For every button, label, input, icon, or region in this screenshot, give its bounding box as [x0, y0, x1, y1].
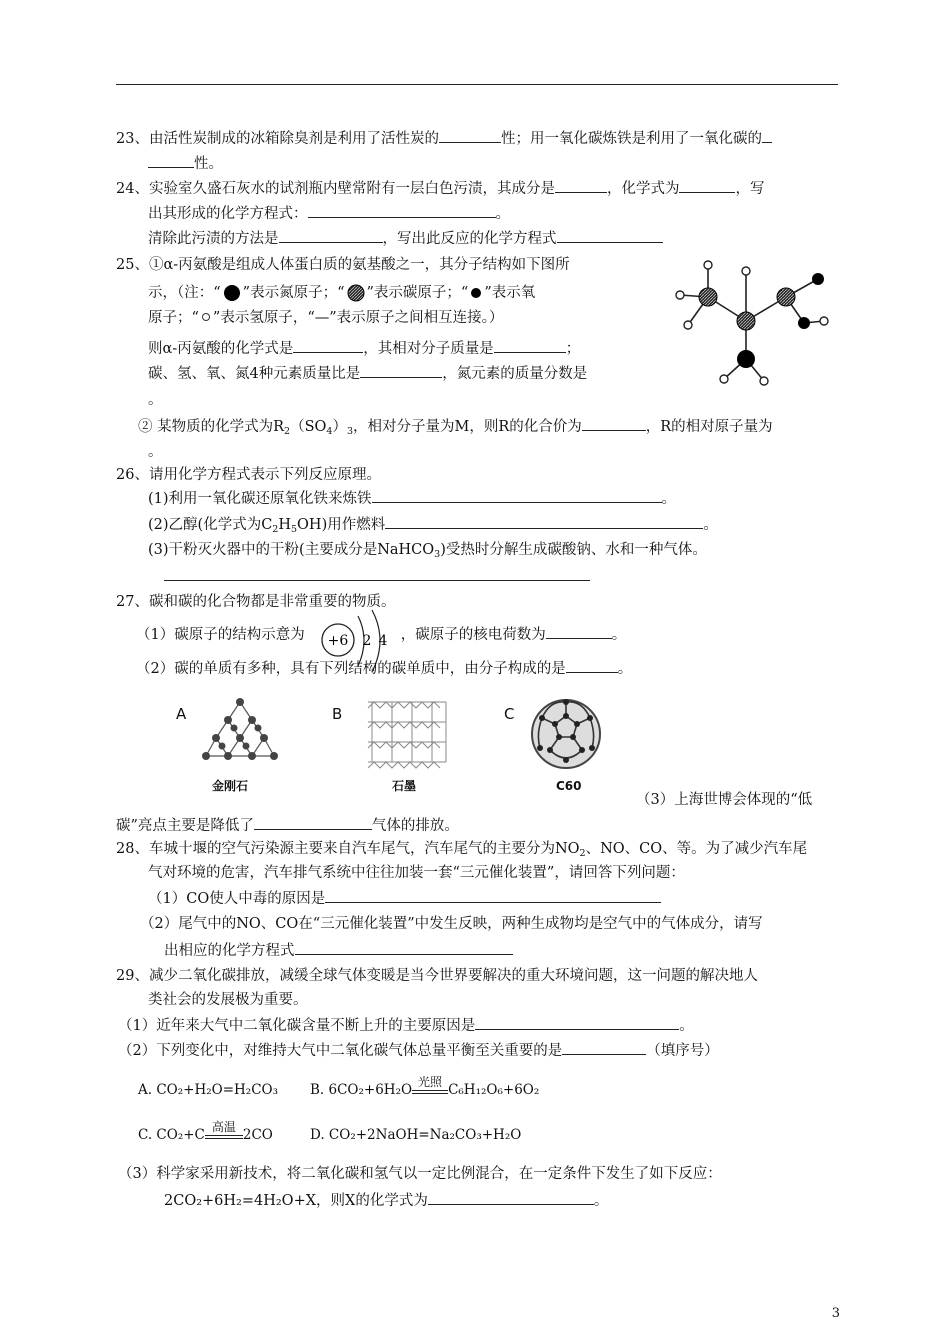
q25-line8: 。 [148, 444, 163, 460]
option-a: A. CO₂+H₂O=H₂CO₃ [138, 1082, 279, 1098]
nitrogen-atom-icon [221, 284, 243, 302]
q25-line3: 原子；“ ”表示氢原子，“—”表示原子之间相互连接。） [148, 310, 504, 326]
reaction-condition-heat: 高温 [211, 1120, 236, 1134]
diamond-structure-image [200, 696, 280, 772]
shell2-electrons: 4 [378, 633, 388, 649]
oxygen-atom-icon [468, 284, 484, 302]
page-number: 3 [831, 1306, 840, 1321]
q29-line2: 类社会的发展极为重要。 [148, 992, 308, 1008]
answer-blank[interactable] [372, 488, 662, 503]
answer-blank[interactable] [279, 228, 383, 243]
answer-blank[interactable] [308, 203, 496, 218]
q24-line3: 清除此污渍的方法是 ，写出此反应的化学方程式 [148, 228, 663, 249]
answer-blank[interactable] [679, 178, 735, 193]
answer-blank[interactable] [582, 416, 646, 431]
c60-fullerene-image [526, 694, 606, 774]
answer-blank[interactable] [546, 624, 612, 639]
q23-line2: 性。 [148, 153, 223, 174]
fig-a-caption: 金刚石 [212, 779, 249, 793]
fig-c-caption: C60 [556, 779, 582, 793]
q26-item3: (3)干粉灭火器中的干粉(主要成分是NaHCO$_3$)受热时分解生成碳酸钠、水和一种气体。 [148, 542, 707, 560]
alanine-molecule-diagram [668, 255, 838, 395]
hydrogen-atom-icon [199, 309, 213, 327]
q25-line7: ② 某物质的化学式为$R_2(SO_4)_3$，相对分子量为M，则R的化合价为 ，R的相对原子量为 [138, 416, 773, 442]
option-d: D. CO₂+2NaOH=Na₂CO₃+H₂O [310, 1127, 522, 1143]
q28-item1: （1）CO使人中毒的原因是 [148, 888, 661, 909]
q25-line4: 则α-丙氨酸的化学式是 ，其相对分子质量是 ； [148, 338, 580, 359]
q25-line5: 碳、氢、氧、氮4种元素质量比是 ，氮元素的质量分数是 [148, 363, 587, 384]
q27-title: 27、碳和碳的化合物都是非常重要的物质。 [116, 594, 396, 610]
fig-a-letter: A [176, 705, 187, 723]
answer-blank[interactable] [164, 566, 590, 581]
answer-blank[interactable] [475, 1015, 679, 1030]
answer-blank[interactable] [555, 178, 607, 193]
answer-blank[interactable] [557, 228, 663, 243]
answer-blank[interactable] [254, 815, 372, 830]
q25-line2: 示，（注：“ ”表示氮原子；“ ”表示碳原子；“ ”表示氧 [148, 285, 536, 301]
answer-blank[interactable] [428, 1190, 594, 1205]
q27-item3-cont: 碳”亮点主要是降低了 气体的排放。 [116, 815, 459, 836]
answer-blank[interactable] [325, 888, 661, 903]
q27-item1: （1）碳原子的结构示意为 ，碳原子的核电荷数为 。 [136, 624, 626, 645]
option-b: B. 6CO₂+6H₂O 光照 C₆H₁₂O₆+6O₂ [310, 1080, 539, 1100]
answer-blank[interactable] [562, 1040, 646, 1055]
q24-line1: 24、实验室久盛石灰水的试剂瓶内壁常附有一层白色污渍，其成分是 ，化学式为 ，写 [116, 178, 764, 199]
q26-item2: (2)乙醇(化学式为$C_2H_5OH$)用作燃料 。 [148, 514, 718, 540]
answer-blank[interactable] [494, 338, 566, 353]
q29-item3-cont: 2CO₂+6H₂=4H₂O+X，则X的化学式为 。 [164, 1190, 608, 1211]
q26-title: 26、请用化学方程式表示下列反应原理。 [116, 467, 381, 483]
q23-line1: 23、由活性炭制成的冰箱除臭剂是利用了活性炭的 性；用一氧化碳炼铁是利用了一氧化碳的 [116, 128, 772, 149]
q24-line2: 出其形成的化学方程式： 。 [148, 203, 510, 224]
answer-blank[interactable] [360, 363, 442, 378]
answer-blank[interactable] [293, 338, 363, 353]
q27-item2: （2）碳的单质有多种，具有下列结构的碳单质中，由分子构成的是 。 [136, 658, 632, 679]
q29-item2: （2）下列变化中，对维持大气中二氧化碳气体总量平衡至关重要的是 （填序号） [118, 1040, 719, 1061]
q29-line1: 29、减少二氧化碳排放，减缓全球气体变暖是当今世界要解决的重大环境问题，这一问题的解决地人 [116, 968, 758, 984]
q26-item1: (1)利用一氧化碳还原氧化铁来炼铁 。 [148, 488, 676, 509]
carbon-atom-icon [345, 284, 367, 302]
q25-line1: 25、①α-丙氨酸是组成人体蛋白质的氨基酸之一，其分子结构如下图所 [116, 257, 570, 273]
header-rule [116, 84, 838, 85]
q28-item2: （2）尾气中的NO、CO在“三元催化装置”中发生反映，两种生成物均是空气中的气体成分，请写 [140, 916, 763, 932]
fig-c-letter: C [504, 705, 515, 723]
graphite-structure-image [362, 694, 452, 774]
reaction-condition-light: 光照 [418, 1075, 443, 1089]
q28-line1: 28、车城十堰的空气污染源主要来自汽车尾气，汽车尾气的主要分为$NO_2$、NO、CO、等。为了减少汽车尾 [116, 841, 808, 859]
answer-blank[interactable] [148, 153, 194, 168]
answer-blank[interactable] [762, 128, 772, 143]
answer-blank[interactable] [566, 658, 618, 673]
q29-item1: （1）近年来大气中二氧化碳含量不断上升的主要原因是 。 [118, 1015, 694, 1036]
q25-line6: 。 [148, 392, 163, 408]
fig-b-caption: 石墨 [392, 779, 417, 793]
option-c: C. CO₂+C 高温 2CO [138, 1125, 273, 1145]
nucleus-charge: +6 [327, 633, 349, 649]
q28-item2-cont: 出相应的化学方程式 [164, 940, 513, 961]
answer-blank[interactable] [295, 940, 513, 955]
shell1-electrons: 2 [362, 633, 372, 649]
q28-line2: 气对环境的危害，汽车排气系统中往往加装一套“三元催化装置”，请回答下列问题： [148, 865, 685, 881]
answer-blank[interactable] [439, 128, 501, 143]
q27-item3: （3）上海世博会体现的“低 [636, 792, 813, 808]
fig-b-letter: B [332, 705, 343, 723]
answer-blank[interactable] [385, 514, 703, 529]
q29-item3: （3）科学家采用新技术，将二氧化碳和氢气以一定比例混合，在一定条件下发生了如下反应： [118, 1166, 722, 1182]
